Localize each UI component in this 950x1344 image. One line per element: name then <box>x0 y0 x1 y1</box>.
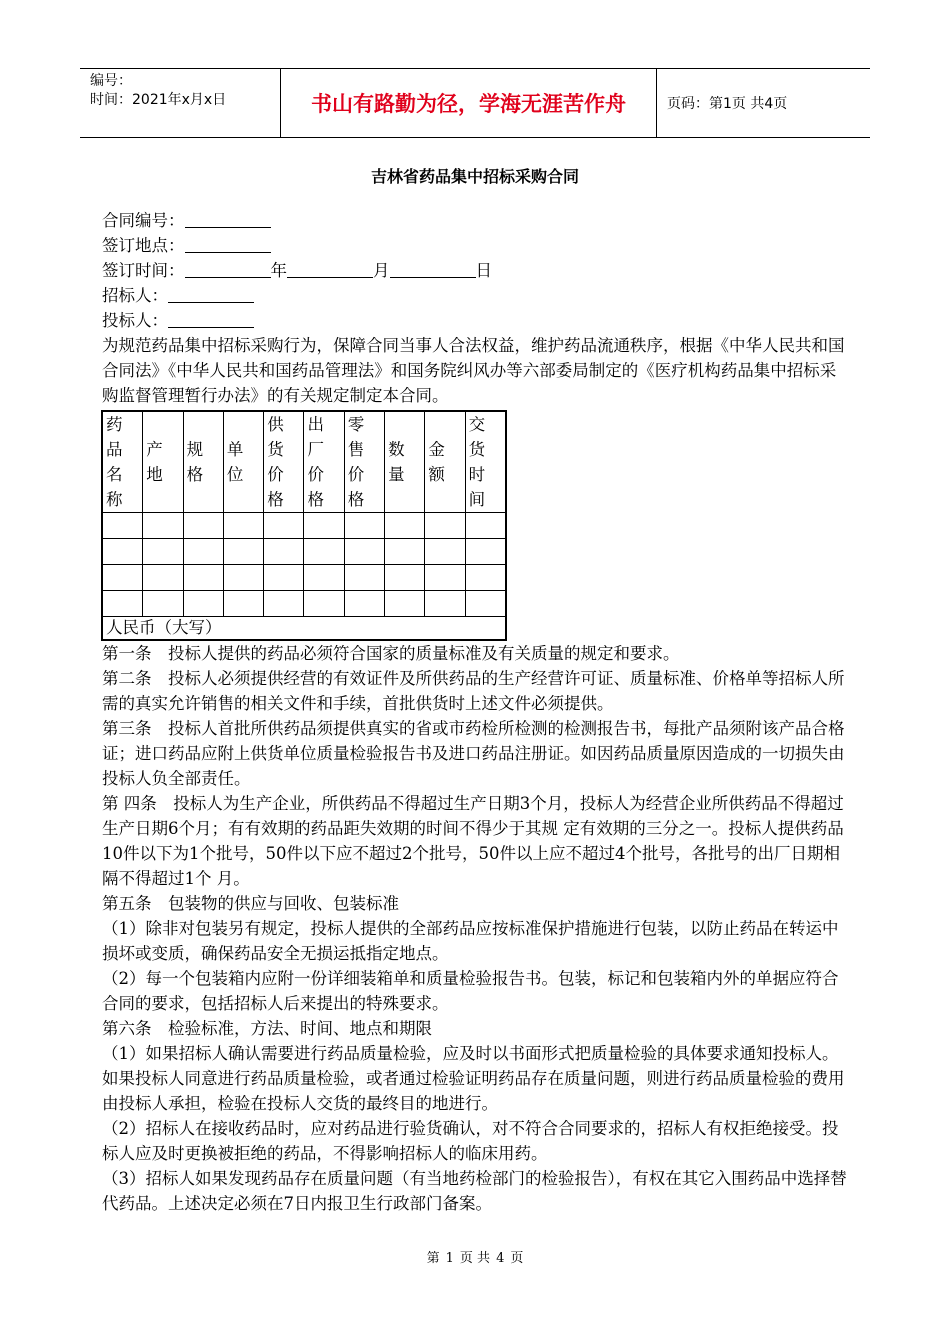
table-cell <box>385 591 425 617</box>
sign-place-label: 签订地点： <box>102 236 185 255</box>
clause-5: 第五条 包装物的供应与回收、包装标准 <box>102 894 399 913</box>
table-cell <box>183 565 223 591</box>
clause-4: 第 四条 投标人为生产企业，所供药品不得超过生产日期3个月，投标人为经营企业所供药品不得超过生产日期6个月；有有效期的药品距失效期的时间不得少于其规 定有效期的三分之一。投标人提供药品10件以下为1个批号，50件以下应不超过2个批号，50件以上应不超过4个批号，各批号的出厂日期相隔不得超过1个 月。 <box>102 794 844 888</box>
contract-number-line <box>102 208 850 233</box>
sign-time-line <box>102 258 850 283</box>
table-cell <box>143 513 183 539</box>
bidder-label: 投标人： <box>102 311 168 330</box>
contract-number-label: 合同编号： <box>102 211 185 230</box>
table-cell <box>143 591 183 617</box>
page-header <box>80 68 870 138</box>
tenderer-line <box>102 283 850 308</box>
table-cell <box>425 591 465 617</box>
col-factory-price: 出 厂 价 格 <box>304 411 344 513</box>
table-cell <box>465 591 506 617</box>
table-cell <box>102 513 143 539</box>
footer-suffix: 页 <box>510 1251 524 1266</box>
col-unit: 单 位 <box>223 411 263 513</box>
header-page-number: 页码：第1页 共4页 <box>667 96 788 112</box>
table-cell <box>465 539 506 565</box>
goods-table-header <box>102 411 506 513</box>
col-amount: 金 额 <box>425 411 465 513</box>
table-cell <box>264 513 304 539</box>
table-cell <box>385 513 425 539</box>
table-cell <box>344 513 384 539</box>
page-footer <box>0 1247 950 1266</box>
table-cell <box>102 565 143 591</box>
table-cell <box>143 565 183 591</box>
table-cell <box>264 591 304 617</box>
day-blank <box>390 259 476 278</box>
header-motto: 书山有路勤为径，学海无涯苦作舟 <box>280 69 657 137</box>
table-row <box>102 565 506 591</box>
table-cell <box>304 591 344 617</box>
tenderer-blank <box>168 284 254 303</box>
col-supply-price: 供 货 价 格 <box>264 411 304 513</box>
table-cell <box>223 591 263 617</box>
table-cell <box>183 591 223 617</box>
table-cell <box>385 565 425 591</box>
col-retail-price: 零 售 价 格 <box>344 411 384 513</box>
table-cell <box>344 565 384 591</box>
table-row <box>102 591 506 617</box>
col-origin: 产 地 <box>143 411 183 513</box>
col-spec: 规 格 <box>183 411 223 513</box>
table-cell <box>425 565 465 591</box>
table-cell <box>344 539 384 565</box>
table-cell <box>183 539 223 565</box>
goods-table <box>101 410 507 641</box>
table-cell <box>465 565 506 591</box>
clause-6: 第六条 检验标准，方法、时间、地点和期限 <box>102 1019 432 1038</box>
clause-6-item-1: （1）如果招标人确认需要进行药品质量检验，应及时以书面形式把质量检验的具体要求通知投标人。如果投标人同意进行药品质量检验，或者通过检验证明药品存在质量问题，则进行药品质量检验的费用由投标人承担，检验在投标人交货的最终目的地进行。 <box>102 1044 845 1113</box>
table-cell <box>264 539 304 565</box>
table-cell <box>264 565 304 591</box>
footer-page: 1 <box>445 1251 454 1266</box>
bidder-line <box>102 308 850 333</box>
table-row <box>102 513 506 539</box>
bidder-blank <box>168 309 254 328</box>
sign-time-label: 签订时间： <box>102 261 185 280</box>
contract-number-blank <box>185 209 271 228</box>
clause-6-item-2: （2）招标人在接收药品时，应对药品进行验货确认，对不符合合同要求的，招标人有权拒绝接受。投标人应及时更换被拒绝的药品，不得影响招标人的临床用药。 <box>102 1119 839 1163</box>
clause-6-item-3: （3）招标人如果发现药品存在质量问题（有当地药检部门的检验报告），有权在其它入围药品中选择替代药品。上述决定必须在7日内报卫生行政部门备案。 <box>102 1169 847 1213</box>
document-body <box>102 208 850 1216</box>
table-cell <box>143 539 183 565</box>
document-number: 编号： <box>90 73 132 89</box>
table-cell <box>385 539 425 565</box>
table-cell <box>344 591 384 617</box>
tenderer-label: 招标人： <box>102 286 168 305</box>
clause-3: 第三条 投标人首批所供药品须提供真实的省或市药检所检测的检测报告书，每批产品须附该产品合格证；进口药品应附上供货单位质量检验报告书及进口药品注册证。如因药品质量原因造成的一切损失由投标人负全部责任。 <box>102 719 845 788</box>
month-label: 月 <box>373 261 390 280</box>
day-label: 日 <box>475 261 492 280</box>
intro-paragraph: 为规范药品集中招标采购行为，保障合同当事人合法权益，维护药品流通秩序，根据《中华人民共和国合同法》《中华人民共和国药品管理法》和国务院纠风办等六部委局制定的《医疗机构药品集中招标采购监督管理暂行办法》的有关规定制定本合同。 <box>102 336 845 405</box>
header-meta <box>80 69 280 137</box>
footer-prefix: 第 <box>426 1251 440 1266</box>
table-cell <box>465 513 506 539</box>
table-cell <box>223 539 263 565</box>
sign-place-blank <box>185 234 271 253</box>
total-rmb-label: 人民币（大写） <box>102 617 506 641</box>
clause-2: 第二条 投标人必须提供经营的有效证件及所供药品的生产经营许可证、质量标准、价格单等招标人所需的真实允许销售的相关文件和手续，首批供货时上述文件必须提供。 <box>102 669 845 713</box>
table-cell <box>304 565 344 591</box>
sign-place-line <box>102 233 850 258</box>
document-title: 吉林省药品集中招标采购合同 <box>370 167 579 186</box>
col-quantity: 数 量 <box>385 411 425 513</box>
table-cell <box>304 539 344 565</box>
table-cell <box>183 513 223 539</box>
year-label: 年 <box>270 261 287 280</box>
year-blank <box>185 259 271 278</box>
document-time: 时间：2021年x月x日 <box>90 92 227 108</box>
footer-total: 4 <box>496 1251 505 1266</box>
table-cell <box>425 513 465 539</box>
col-delivery-time: 交 货 时 间 <box>465 411 506 513</box>
table-cell <box>102 539 143 565</box>
month-blank <box>287 259 373 278</box>
table-cell <box>223 513 263 539</box>
table-total-row <box>102 617 506 641</box>
clause-1: 第一条 投标人提供的药品必须符合国家的质量标准及有关质量的规定和要求。 <box>102 644 680 663</box>
table-cell <box>425 539 465 565</box>
table-cell <box>102 591 143 617</box>
table-cell <box>223 565 263 591</box>
table-cell <box>304 513 344 539</box>
footer-mid: 页 共 <box>459 1251 491 1266</box>
col-drug-name: 药 品 名 称 <box>102 411 143 513</box>
clause-5-item-1: （1）除非对包装另有规定，投标人提供的全部药品应按标准保护措施进行包装，以防止药品在转运中损坏或变质，确保药品安全无损运抵指定地点。 <box>102 919 839 963</box>
clause-5-item-2: （2）每一个包装箱内应附一份详细装箱单和质量检验报告书。包装，标记和包装箱内外的单据应符合合同的要求，包括招标人后来提出的特殊要求。 <box>102 969 839 1013</box>
table-row <box>102 539 506 565</box>
